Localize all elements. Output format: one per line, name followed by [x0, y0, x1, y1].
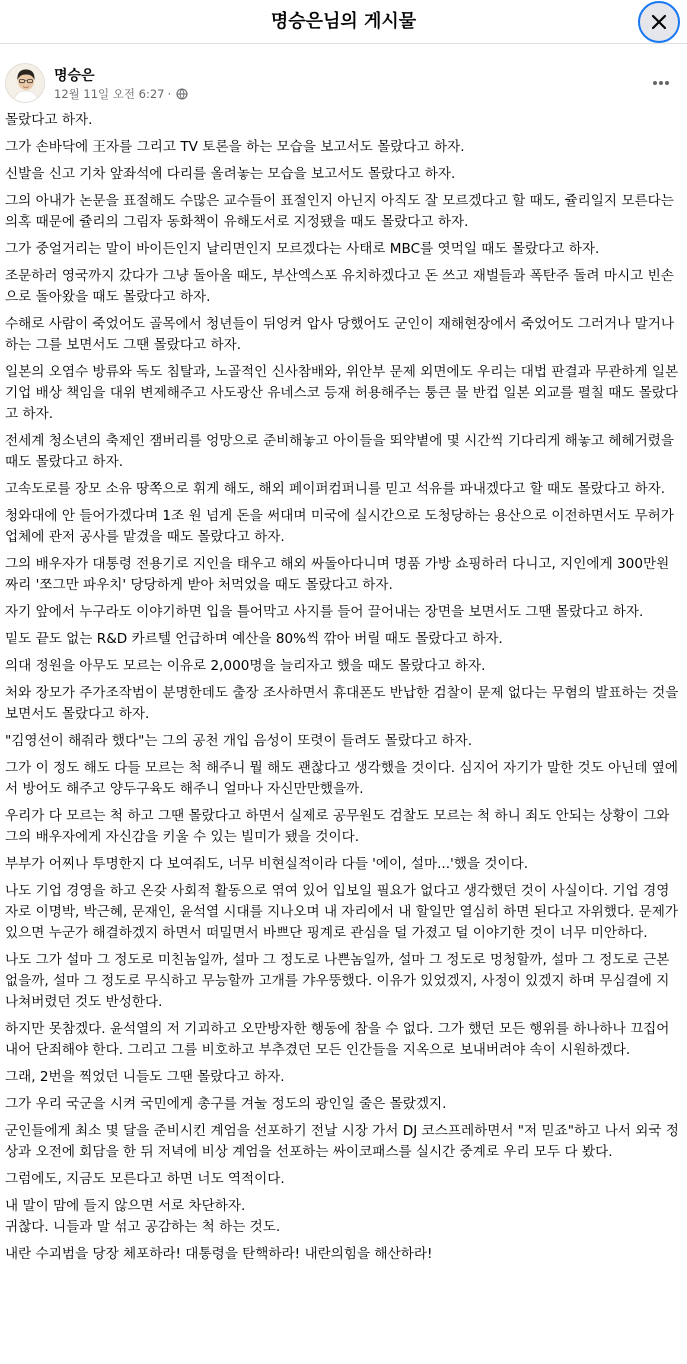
post-paragraph: 그가 우리 국군을 시켜 국민에게 총구를 겨눌 정도의 광인일 줄은 몰랐겠지.	[5, 1096, 447, 1112]
post-paragraph: 그가 손바닥에 王자를 그리고 TV 토론을 하는 모습을 보고서도 몰랐다고 하자.	[5, 139, 465, 155]
post-paragraph: 처와 장모가 주가조작범이 분명한데도 출장 조사하면서 휴대폰도 반납한 검찰이 문제 없다는 무혐의 발표하는 것을 보면서도 몰랐다고 하자.	[5, 685, 679, 722]
post-dialog-header	[0, 0, 687, 44]
post-paragraph: 전세계 청소년의 축제인 잼버리를 엉망으로 준비해놓고 아이들을 뙤약볕에 몇 시간씩 기다리게 해놓고 헤헤거렸을 때도 몰랐다고 하자.	[5, 433, 675, 470]
dialog-title: 명승은님의 게시물	[270, 11, 417, 32]
post-paragraph: 하지만 못참겠다. 윤석열의 저 기괴하고 오만방자한 행동에 참을 수 없다. 그가 했던 모든 행위를 하나하나 끄집어내어 단죄해야 한다. 그리고 그를 비호하고 부추겼던 모든 인간들을 지옥으로 보내버려야 속이 시원하겠다.	[5, 1021, 670, 1058]
post-paragraph: 그가 중얼거리는 말이 바이든인지 날리면인지 모르겠다는 사태로 MBC를 엿먹일 때도 몰랐다고 하자.	[5, 241, 600, 257]
globe-icon	[176, 88, 188, 100]
close-icon	[651, 14, 667, 30]
post-paragraph: 그래, 2번을 찍었던 니들도 그땐 몰랐다고 하자.	[5, 1069, 285, 1085]
post-paragraph: 우리가 다 모르는 척 하고 그땐 몰랐다고 하면서 실제로 공무원도 검찰도 모르는 척 하니 죄도 안되는 상황이 그와 그의 배우자에게 자신감을 키울 수 있는 빌미가 됐을 것이다.	[5, 808, 670, 845]
post-paragraph: 그럼에도, 지금도 모른다고 하면 너도 역적이다.	[5, 1171, 285, 1187]
post-timestamp[interactable]: 12월 11일 오전 6:27	[54, 87, 165, 101]
post-paragraph: 내란 수괴범을 당장 체포하라! 대통령을 탄핵하라! 내란의힘을 해산하라!	[5, 1246, 433, 1262]
post-body	[5, 110, 679, 1271]
more-options-button[interactable]	[648, 71, 678, 95]
post-paragraph: 일본의 오염수 방류와 독도 침탈과, 노골적인 신사참배와, 위안부 문제 외면에도 우리는 대법 판결과 무관하게 일본기업 배상 책임을 대위 변제해주고 사도광산 유네스코 등재 허용해주는 퉁큰 물 반컵 일본 외교를 펼칠 때도 몰랐다고 하자.	[5, 364, 679, 422]
post-paragraph: 신발을 신고 기차 앞좌석에 다리를 올려놓는 모습을 보고서도 몰랐다고 하자.	[5, 166, 456, 182]
post-paragraph: 내 말이 맘에 들지 않으면 서로 차단하자. 귀찮다. 니들과 말 섞고 공감하는 척 하는 것도.	[5, 1198, 281, 1235]
more-horizontal-icon-dot	[665, 81, 669, 85]
post-paragraph: 부부가 어찌나 투명한지 다 보여줘도, 너무 비현실적이라 다들 '에이, 설마...'했을 것이다.	[5, 856, 529, 872]
post-paragraph: 고속도로를 장모 소유 땅쪽으로 휘게 해도, 해외 페이퍼컴퍼니를 믿고 석유를 파내겠다고 할 때도 몰랐다고 하자.	[5, 481, 666, 497]
post-paragraph: 밑도 끝도 없는 R&D 카르텔 언급하며 예산을 80%씩 깎아 버릴 때도 몰랐다고 하자.	[5, 631, 503, 647]
avatar[interactable]	[5, 63, 45, 103]
more-horizontal-icon-dot	[659, 81, 663, 85]
post-paragraph: 청와대에 안 들어가겠다며 1조 원 넘게 돈을 써대며 미국에 실시간으로 도청당하는 용산으로 이전하면서도 무허가 업체에 관저 공사를 맡겼을 때도 몰랐다고 하자.	[5, 508, 674, 545]
post-paragraph: 나도 기업 경영을 하고 온갖 사회적 활동으로 엮여 있어 입보일 필요가 없다고 생각했던 것이 사실이다. 기업 경영자로 이명박, 박근혜, 문재인, 윤석열 시대를 지나오며 내 자리에서 내 할일만 열심히 하면 된다고 자위했다. 문제가 있으면 누군가 해결하겠지 하면서 떠밀면서 바쁘단 핑계로 관심을 덜 가졌고 덜 이야기한 것이 너무 미안하다.	[5, 883, 679, 941]
post-paragraph: 수해로 사람이 죽었어도 골목에서 청년들이 뒤엉켜 압사 당했어도 군인이 재해현장에서 죽었어도 그러거나 말거나 하는 그를 보면서도 그땐 몰랐다고 하자.	[5, 316, 675, 353]
post-paragraph: 그의 배우자가 대통령 전용기로 지인을 태우고 해외 싸돌아다니며 명품 가방 쇼핑하러 다니고, 지인에게 300만원짜리 '쪼그만 파우치' 당당하게 받아 처먹었을 때도 몰랐다고 하자.	[5, 556, 670, 593]
profile-photo-icon	[6, 64, 45, 103]
post-paragraph: 조문하러 영국까지 갔다가 그냥 돌아올 때도, 부산엑스포 유치하겠다고 돈 쓰고 재벌들과 폭탄주 돌려 마시고 빈손으로 돌아왔을 때도 몰랐다고 하자.	[5, 268, 674, 305]
post-paragraph: 몰랐다고 하자.	[5, 112, 93, 128]
post-meta	[54, 86, 188, 102]
post-paragraph: 나도 그가 설마 그 정도로 미친놈일까, 설마 그 정도로 나쁜놈일까, 설마 그 정도로 멍청할까, 설마 그 정도로 근본 없을까, 설마 그 정도로 무식하고 무능할까 고개를 갸우뚱했다. 이유가 있었겠지, 사정이 있겠지 하며 무심결에 지나쳐버렸던 것도 반성한다.	[5, 952, 670, 1010]
post-paragraph: 그의 아내가 논문을 표절해도 수많은 교수들이 표절인지 아닌지 아직도 잘 모르겠다고 할 때도, 쥴리일지 모른다는 의혹 때문에 쥴리의 그림자 동화책이 유해도서로 지정됐을 때도 몰랐다고 하자.	[5, 193, 674, 230]
close-button[interactable]	[638, 1, 680, 43]
meta-separator: ·	[167, 87, 172, 101]
post-paragraph: 자기 앞에서 누구라도 이야기하면 입을 틀어막고 사지를 들어 끌어내는 장면을 보면서도 그땐 몰랐다고 하자.	[5, 604, 644, 620]
post-paragraph: 군인들에게 최소 몇 달을 준비시킨 계엄을 선포하기 전날 시장 가서 DJ 코스프레하면서 "저 믿죠"하고 나서 외국 정상과 오전에 회담을 한 뒤 저녁에 비상 계엄을 선포하는 싸이코패스를 실시간 중계로 우리 모두 다 봤다.	[5, 1123, 679, 1160]
author-name[interactable]: 명승은	[54, 68, 95, 84]
more-horizontal-icon-dot	[653, 81, 657, 85]
post-paragraph: 그가 이 정도 해도 다들 모르는 척 해주니 뭘 해도 괜찮다고 생각했을 것이다. 심지어 자기가 말한 것도 아닌데 옆에서 방어도 해주고 양두구육도 해주니 얼마나 자신만만했을까.	[5, 760, 679, 797]
post-paragraph: "김영선이 해줘라 했다"는 그의 공천 개입 음성이 또렷이 들려도 몰랐다고 하자.	[5, 733, 473, 749]
post-header	[0, 44, 687, 110]
post-paragraph: 의대 정원을 아무도 모르는 이유로 2,000명을 늘리자고 했을 때도 몰랐다고 하자.	[5, 658, 486, 674]
